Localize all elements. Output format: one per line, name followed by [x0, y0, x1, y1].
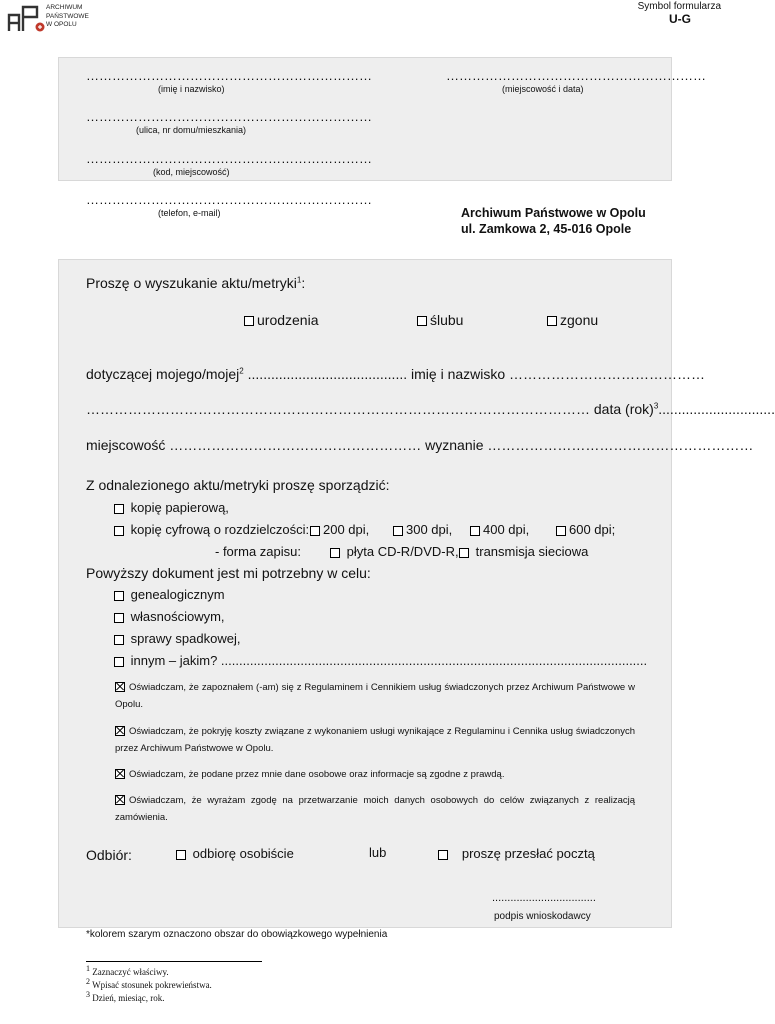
required-note: *kolorem szarym oznaczono obszar do obowiązkowego wypełnienia — [86, 929, 388, 940]
death-checkbox[interactable] — [547, 316, 557, 326]
phone-field[interactable]: ………………………………………………………… — [86, 192, 372, 207]
option-600dpi[interactable]: 600 dpi; — [556, 522, 615, 537]
footnote-divider — [86, 961, 262, 962]
phone-label: (telefon, e-mail) — [158, 208, 221, 218]
inheritance-checkbox[interactable] — [114, 635, 124, 645]
recipient-address: ul. Zamkowa 2, 45-016 Opole — [461, 222, 632, 236]
marriage-checkbox[interactable] — [417, 316, 427, 326]
footnote-3: $^3$ Dzień, miesiąc, rok. — [86, 990, 165, 1003]
street-label: (ulica, nr domu/mieszkania) — [136, 125, 247, 135]
pickup-label: Odbiór: — [86, 847, 132, 863]
footnote-ref-3: 3 — [653, 401, 659, 411]
footnote-ref-2: 2 — [239, 366, 244, 376]
archive-logo — [7, 5, 45, 38]
archive-logo-icon — [7, 5, 45, 33]
declaration-2: Oświadczam, że pokryję koszty związane z wykonaniem usługi wynikające z Regulaminu i Cennika usług świadczonych przez Archiwum Państwowe w Opolu. — [115, 726, 635, 754]
dpi300-checkbox[interactable] — [393, 526, 403, 536]
marriage-label: ślubu — [430, 312, 464, 328]
recipient-name: Archiwum Państwowe w Opolu — [461, 206, 646, 220]
form-symbol-code: U-G — [669, 12, 691, 26]
request-intro: Proszę o wyszukanie aktu/metryki$^1$: — [86, 275, 306, 291]
option-marriage[interactable] — [417, 312, 463, 328]
option-personal-pickup[interactable]: odbiorę osobiście — [176, 846, 294, 861]
footnote-1: $^1$ Zaznaczyć właściwy. — [86, 964, 169, 977]
paper-copy-checkbox[interactable] — [114, 504, 124, 514]
option-death[interactable] — [547, 312, 598, 328]
option-ownership[interactable]: własnościowym, — [114, 609, 225, 624]
birth-checkbox[interactable] — [244, 316, 254, 326]
option-paper-copy[interactable]: kopię papierową, — [114, 500, 229, 515]
place-religion-line[interactable]: miejscowość ……………………………………………… wyznanie ………………………………………………… — [86, 437, 754, 453]
declaration-4-checkbox[interactable] — [115, 795, 125, 805]
purpose-title: Powyższy dokument jest mi potrzebny w celu: — [86, 565, 371, 581]
name-field[interactable]: ………………………………………………………… — [86, 68, 372, 83]
option-birth[interactable] — [244, 312, 319, 328]
option-network[interactable]: transmisja sieciowa — [459, 544, 588, 559]
network-checkbox[interactable] — [459, 548, 469, 558]
copy-section-title: Z odnalezionego aktu/metryki proszę sporządzić: — [86, 477, 390, 493]
declaration-3: Oświadczam, że podane przez mnie dane osobowe oraz informacje są zgodne z prawdą. — [115, 766, 635, 783]
ownership-checkbox[interactable] — [114, 613, 124, 623]
logo-line-2: PAŃSTWOWE — [46, 12, 89, 20]
form-symbol-label: Symbol formularza — [637, 1, 721, 12]
genealogical-checkbox[interactable] — [114, 591, 124, 601]
declaration-1-checkbox[interactable] — [115, 682, 125, 692]
name-label: (imię i nazwisko) — [158, 84, 225, 94]
option-inheritance[interactable]: sprawy spadkowej, — [114, 631, 240, 646]
cd-checkbox[interactable] — [330, 548, 340, 558]
archive-logo-text — [46, 4, 89, 30]
street-field[interactable]: ………………………………………………………… — [86, 109, 372, 124]
declaration-3-checkbox[interactable] — [115, 769, 125, 779]
city-field[interactable]: ………………………………………………………… — [86, 151, 372, 166]
name-year-line[interactable]: ……………………………………………………………………………………………… data (rok)$^3$.............................. — [86, 401, 775, 417]
pickup-or: lub — [369, 845, 387, 860]
declaration-2-checkbox[interactable] — [115, 726, 125, 736]
declaration-4: Oświadczam, że wyrażam zgodę na przetwarzanie moich danych osobowych do celów związanych z realizacją zamówienia. — [115, 795, 635, 823]
logo-line-3: W OPOLU — [46, 21, 77, 28]
format-label: - forma zapisu: — [215, 544, 301, 559]
signature-label: podpis wnioskodawcy — [494, 911, 591, 922]
dpi200-checkbox[interactable] — [310, 526, 320, 536]
relation-line[interactable]: dotyczącej mojego/mojej$^2$ ......................................... imię i nazwisko …………………………………… — [86, 366, 706, 382]
option-other[interactable]: innym – jakim? ...................................................................................................................... — [114, 653, 647, 668]
signature-field[interactable]: .................................. — [492, 892, 596, 904]
footnote-2: $^2$ Wpisać stosunek pokrewieństwa. — [86, 977, 212, 990]
other-checkbox[interactable] — [114, 657, 124, 667]
option-cd[interactable]: płyta CD-R/DVD-R, — [330, 544, 459, 559]
birth-label: urodzenia — [257, 312, 319, 328]
footnote-ref-1: 1 — [296, 275, 302, 285]
option-400dpi[interactable]: 400 dpi, — [470, 522, 529, 537]
option-digital-copy[interactable]: kopię cyfrową o rozdzielczości: — [114, 522, 309, 537]
place-date-label: (miejscowość i data) — [502, 84, 584, 94]
dpi600-checkbox[interactable] — [556, 526, 566, 536]
digital-copy-checkbox[interactable] — [114, 526, 124, 536]
option-200dpi[interactable]: 200 dpi, — [310, 522, 369, 537]
city-label: (kod, miejscowość) — [153, 167, 230, 177]
place-date-field[interactable]: …………………………………………………… — [446, 68, 706, 83]
death-label: zgonu — [560, 312, 599, 328]
logo-line-1: ARCHIWUM — [46, 4, 83, 11]
option-300dpi[interactable]: 300 dpi, — [393, 522, 452, 537]
personal-pickup-checkbox[interactable] — [176, 850, 186, 860]
mail-checkbox[interactable] — [438, 850, 448, 860]
option-mail[interactable]: proszę przesłać pocztą — [438, 846, 595, 861]
declaration-1: Oświadczam, że zapoznałem (-am) się z Regulaminem i Cennikiem usług świadczonych przez Archiwum Państwowe w Opolu. — [115, 682, 635, 710]
dpi400-checkbox[interactable] — [470, 526, 480, 536]
option-genealogical[interactable]: genealogicznym — [114, 587, 225, 602]
